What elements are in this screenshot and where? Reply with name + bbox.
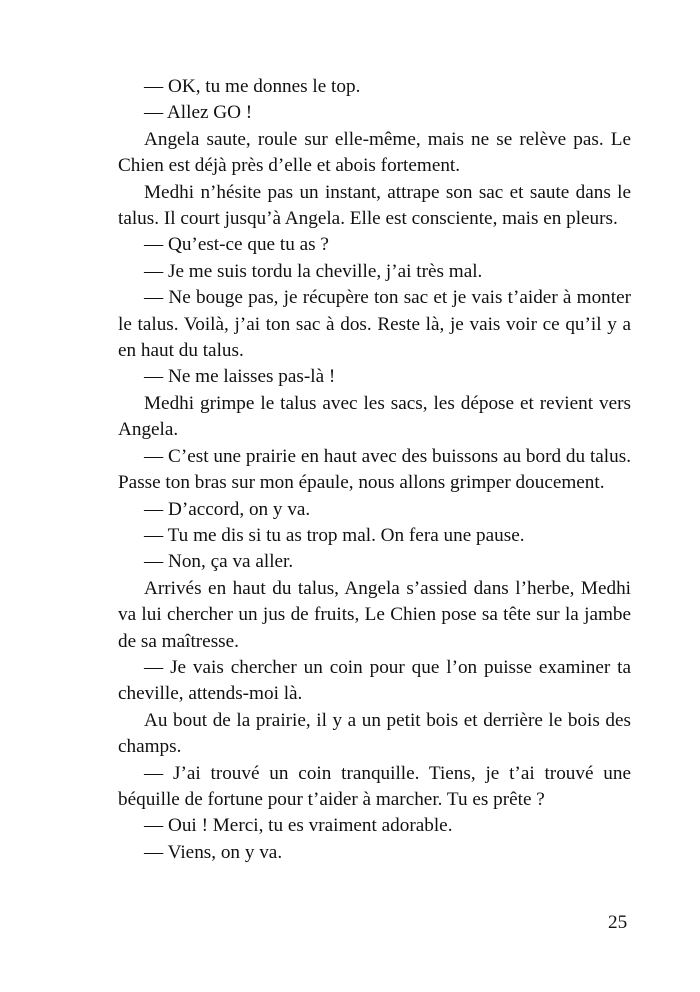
paragraph: — C’est une prairie en haut avec des buissons au bord du talus. Passe ton bras sur mon épaule, nous allons grimper doucement. — [118, 445, 631, 494]
paragraph: — Qu’est-ce que tu as ? — [144, 234, 329, 256]
paragraph: Angela saute, roule sur elle-même, mais ne se relève pas. Le Chien est déjà près d’elle et abois fortement. — [118, 128, 631, 177]
paragraph: — Oui ! Merci, tu es vraiment adorable. — [144, 815, 453, 837]
paragraph: — Non, ça va aller. — [144, 551, 294, 573]
paragraph: — Viens, on y va. — [144, 841, 283, 863]
paragraph: — Ne me laisses pas-là ! — [144, 366, 336, 388]
paragraph: Medhi n’hésite pas un instant, attrape son sac et saute dans le talus. Il court jusqu’à Angela. Elle est consciente, mais en pleurs. — [118, 181, 631, 230]
paragraph: — Je me suis tordu la cheville, j’ai très mal. — [144, 260, 483, 282]
page-number: 25 — [608, 912, 628, 933]
paragraph: Arrivés en haut du talus, Angela s’assied dans l’herbe, Medhi va lui chercher un jus de fruits, Le Chien pose sa tête sur la jambe de sa maîtresse. — [118, 577, 631, 652]
paragraph: — OK, tu me donnes le top. — [144, 76, 361, 97]
paragraph: — Allez GO ! — [144, 102, 253, 124]
paragraph: Medhi grimpe le talus avec les sacs, les dépose et revient vers Angela. — [118, 392, 631, 441]
page-body — [118, 74, 631, 866]
paragraph: — Ne bouge pas, je récupère ton sac et je vais t’aider à monter le talus. Voilà, j’ai ton sac à dos. Reste là, je vais voir ce qu’il y a en haut du talus. — [118, 287, 631, 362]
paragraph: — J’ai trouvé un coin tranquille. Tiens, je t’ai trouvé une béquille de fortune pour t’aider à marcher. Tu es prête ? — [118, 762, 631, 810]
paragraph: — Tu me dis si tu as trop mal. On fera une pause. — [144, 524, 525, 546]
paragraph: — Je vais chercher un coin pour que l’on puisse examiner ta cheville, attends-moi là. — [118, 656, 631, 705]
paragraph: Au bout de la prairie, il y a un petit bois et derrière le bois des champs. — [118, 709, 631, 758]
paragraph: — D’accord, on y va. — [144, 498, 311, 520]
